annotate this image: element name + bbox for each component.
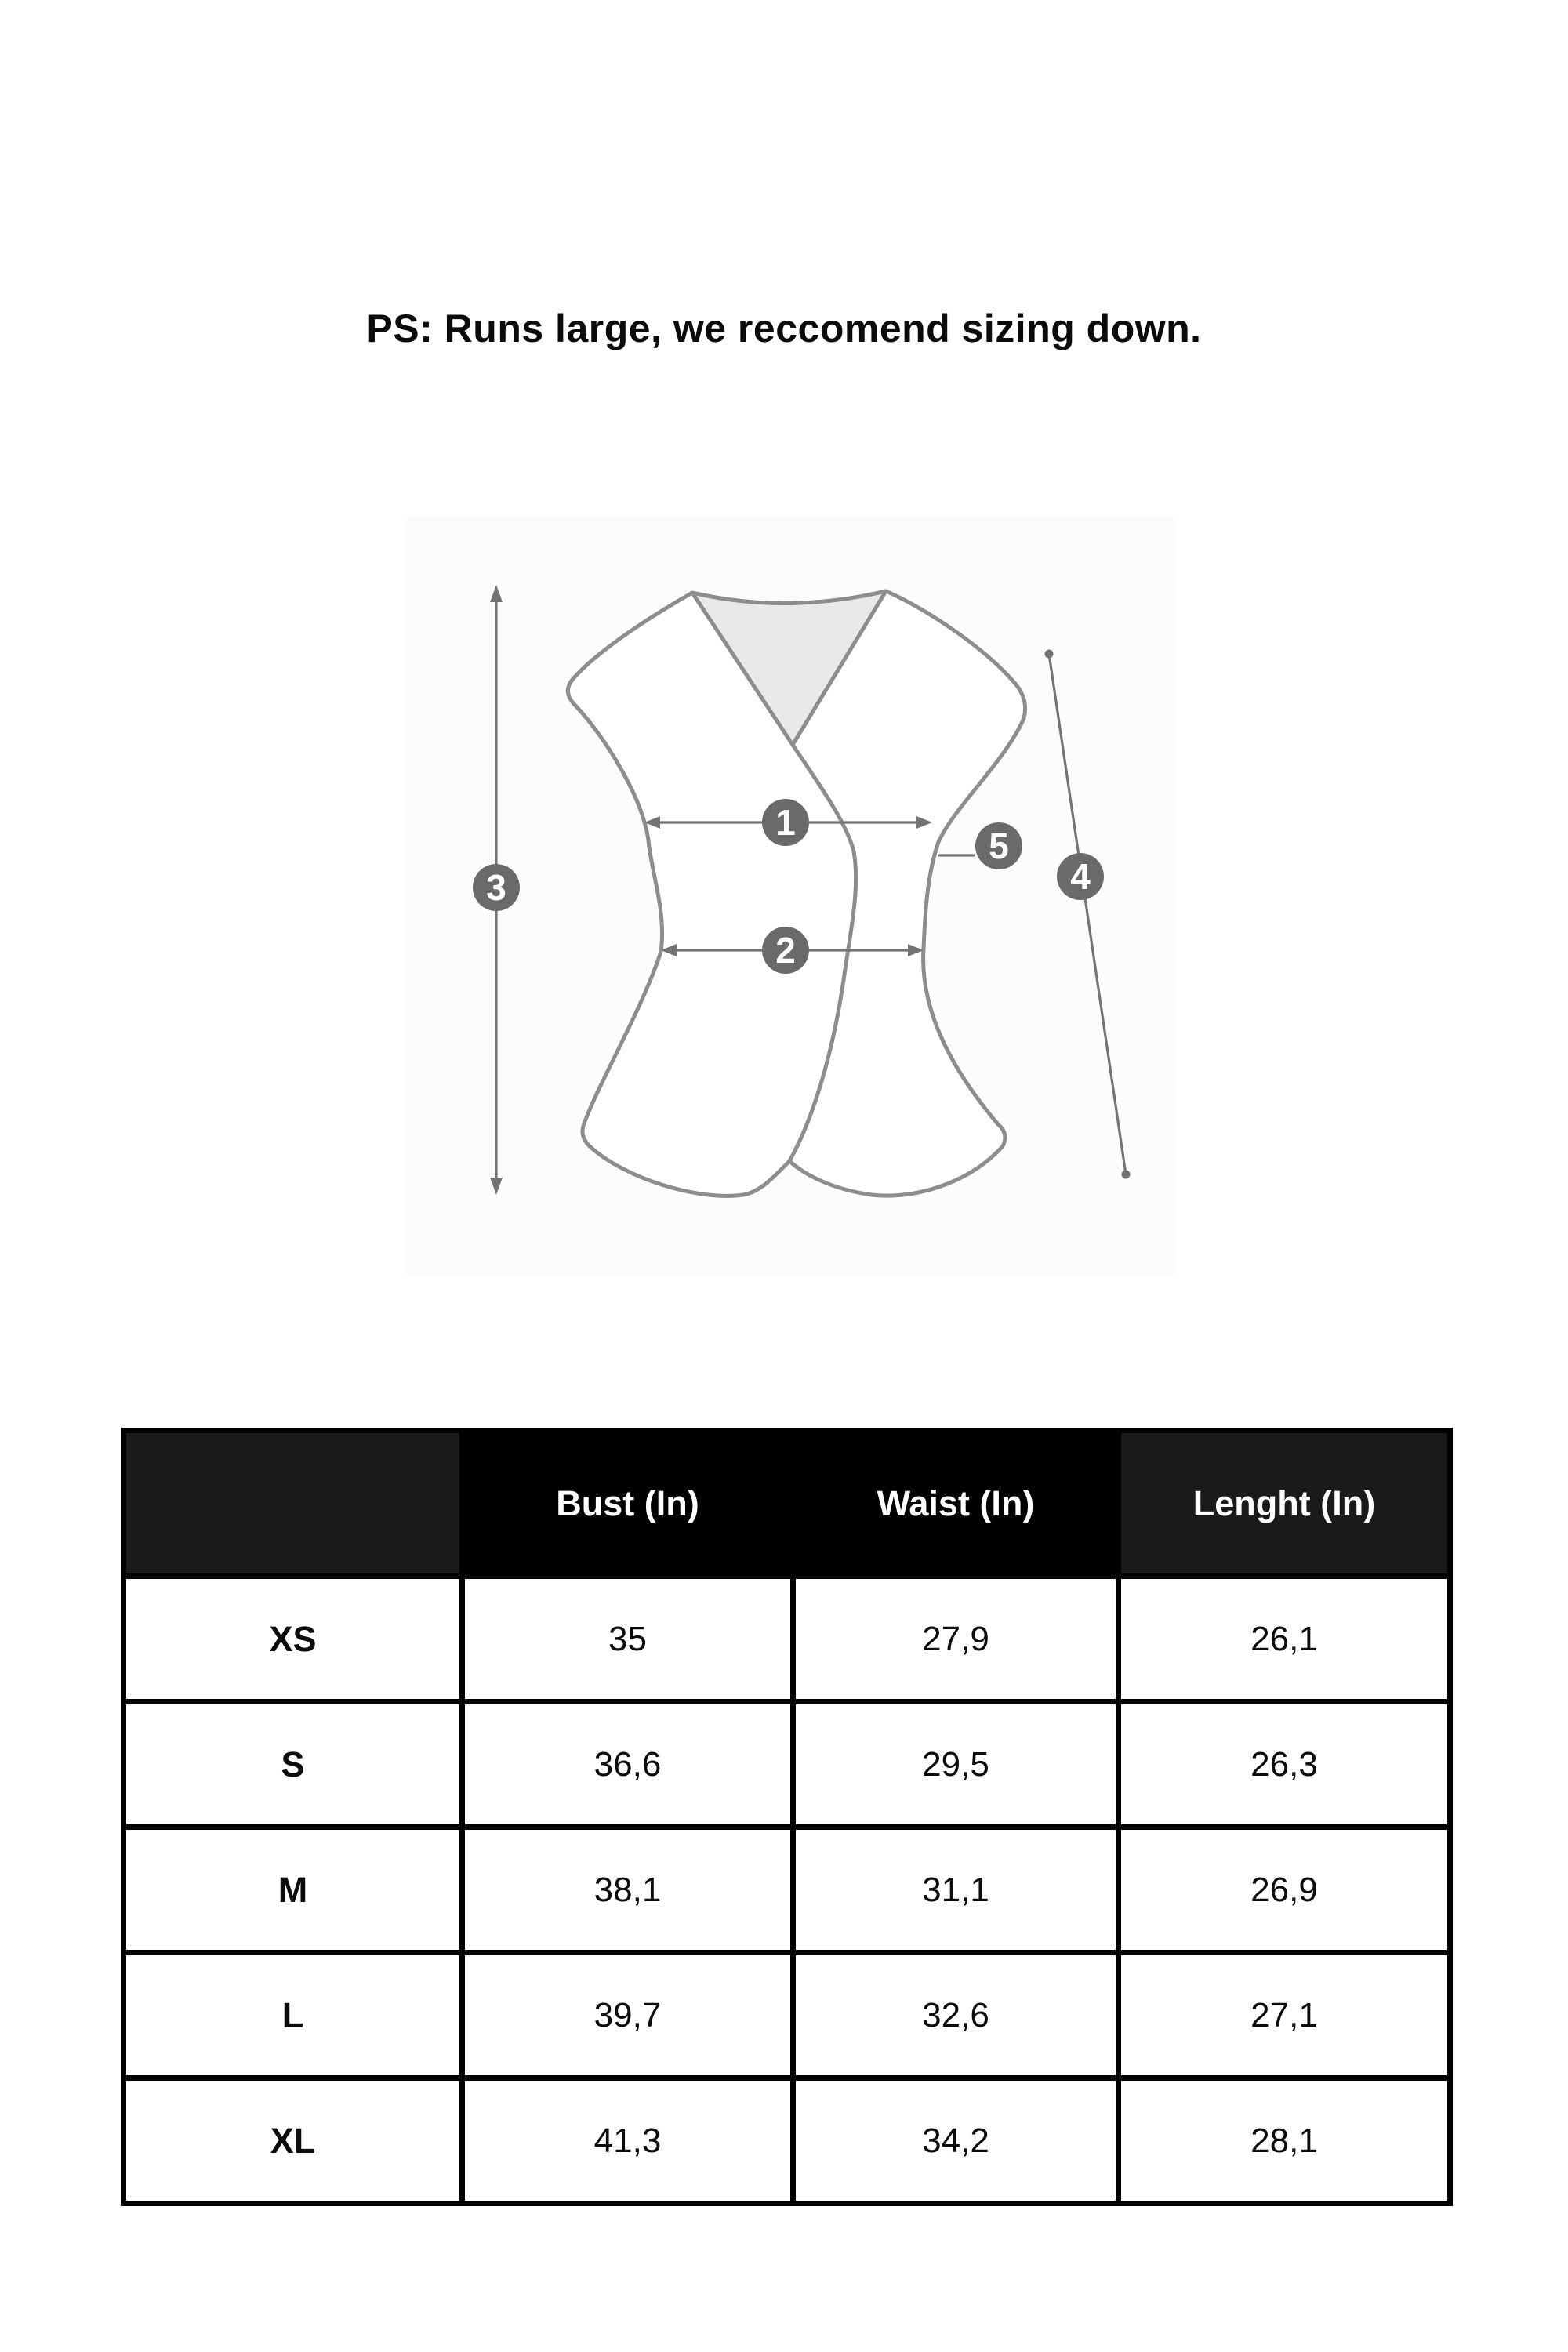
header-cell-length: Lenght (In): [1119, 1431, 1450, 1577]
bust-value: 35: [463, 1577, 793, 1702]
length-value: 28,1: [1119, 2078, 1450, 2204]
length-value: 26,9: [1119, 1828, 1450, 1953]
size-label: XS: [124, 1577, 463, 1702]
size-note-heading: PS: Runs large, we reccomend sizing down.: [366, 307, 1202, 350]
marker-3: [473, 864, 520, 911]
bust-value: 36,6: [463, 1702, 793, 1828]
marker-3-label: 3: [486, 867, 506, 908]
marker-2-label: 2: [775, 930, 796, 971]
marker-4-label: 4: [1070, 856, 1091, 897]
marker-5-label: 5: [989, 826, 1009, 866]
marker-5: [975, 822, 1022, 869]
length-value: 27,1: [1119, 1953, 1450, 2078]
marker-1: [762, 799, 809, 846]
size-label: M: [124, 1828, 463, 1953]
table-row-xs: [124, 1577, 1450, 1702]
table-row-xl: [124, 2078, 1450, 2204]
marker-4: [1057, 853, 1104, 900]
size-chart-header-row: [124, 1431, 1450, 1577]
size-chart-table: [121, 1428, 1453, 2206]
header-cell-size: [124, 1431, 463, 1577]
length-value: 26,3: [1119, 1702, 1450, 1828]
marker-1-label: 1: [775, 802, 796, 843]
table-row-l: [124, 1953, 1450, 2078]
waist-value: 29,5: [793, 1702, 1119, 1828]
header-cell-waist: Waist (In): [793, 1431, 1119, 1577]
marker-2: [762, 927, 809, 974]
size-label: XL: [124, 2078, 463, 2204]
waist-value: 32,6: [793, 1953, 1119, 2078]
waist-value: 31,1: [793, 1828, 1119, 1953]
bust-value: 39,7: [463, 1953, 793, 2078]
table-row-s: [124, 1702, 1450, 1828]
bust-value: 41,3: [463, 2078, 793, 2204]
header-cell-bust: Bust (In): [463, 1431, 793, 1577]
length-value: 26,1: [1119, 1577, 1450, 1702]
waist-value: 34,2: [793, 2078, 1119, 2204]
size-label: S: [124, 1702, 463, 1828]
size-label: L: [124, 1953, 463, 2078]
bust-value: 38,1: [463, 1828, 793, 1953]
garment-measurement-diagram: [392, 502, 1215, 1325]
waist-value: 27,9: [793, 1577, 1119, 1702]
table-row-m: [124, 1828, 1450, 1953]
